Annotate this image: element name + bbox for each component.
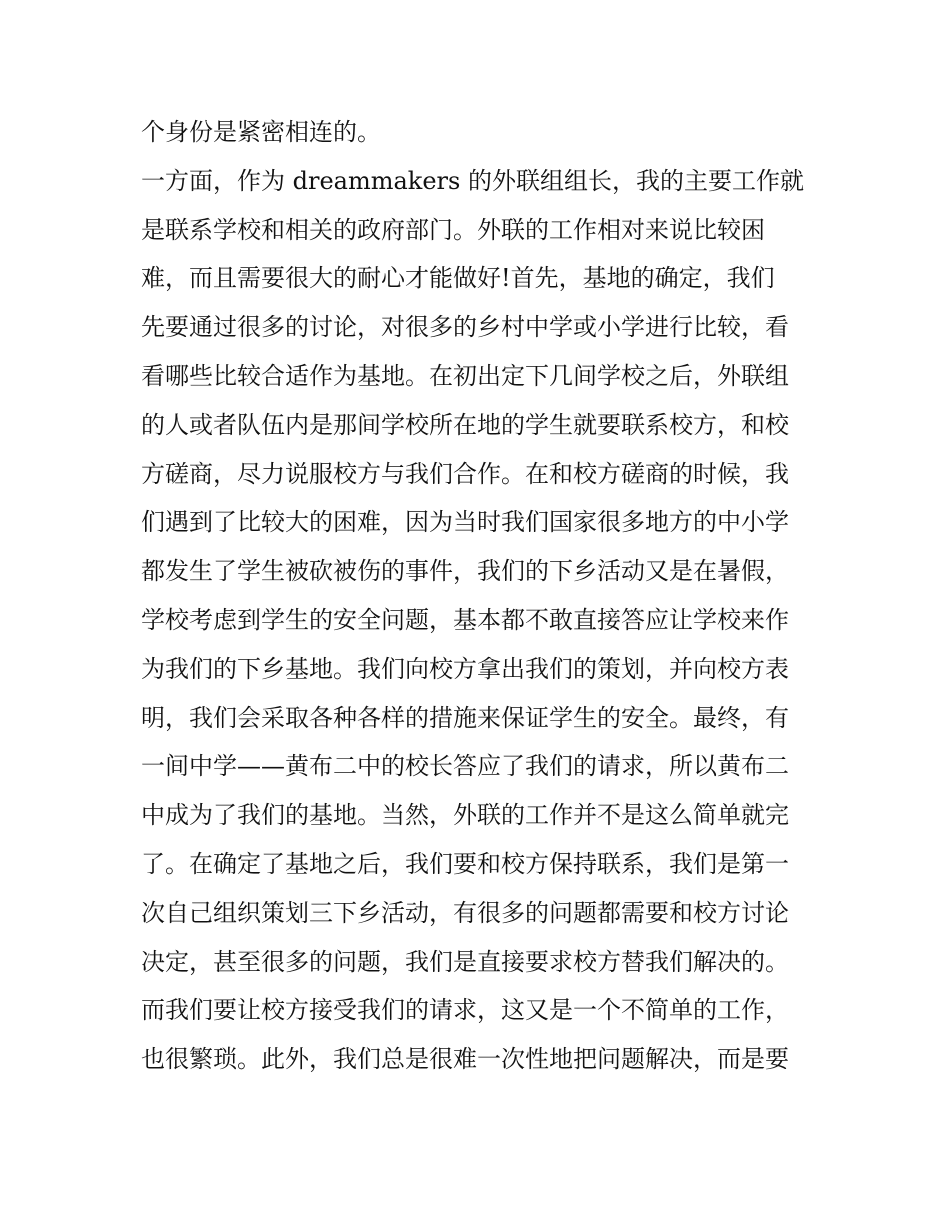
text-line: 是联系学校和相关的政府部门。外联的工作相对来说比较困	[141, 215, 765, 244]
text-line: 看哪些比较合适作为基地。在初出定下几间学校之后，外联组	[141, 361, 789, 390]
text-line: 方磋商，尽力说服校方与我们合作。在和校方磋商的时候，我	[141, 459, 789, 488]
text-line: 中成为了我们的基地。当然，外联的工作并不是这么简单就完	[141, 801, 789, 830]
text-line: 而我们要让校方接受我们的请求，这又是一个不简单的工作，	[141, 996, 789, 1025]
text-line: 先要通过很多的讨论，对很多的乡村中学或小学进行比较，看	[141, 313, 789, 342]
text-line: 的人或者队伍内是那间学校所在地的学生就要联系校方，和校	[141, 410, 789, 439]
text-line: 了。在确定了基地之后，我们要和校方保持联系，我们是第一	[141, 849, 789, 878]
text-line: 决定，甚至很多的问题，我们是直接要求校方替我们解决的。	[141, 947, 789, 976]
text-line: 一方面，作为 dreammakers 的外联组组长，我的主要工作就	[141, 166, 804, 195]
text-line: 个身份是紧密相连的。	[141, 118, 381, 146]
text-line: 难，而且需要很大的耐心才能做好!首先，基地的确定，我们	[141, 264, 775, 293]
text-line: 都发生了学生被砍被伤的事件，我们的下乡活动又是在暑假，	[141, 557, 789, 586]
text-line: 明，我们会采取各种各样的措施来保证学生的安全。最终，有	[141, 703, 789, 732]
text-line: 一间中学——黄布二中的校长答应了我们的请求，所以黄布二	[141, 752, 789, 781]
body-text	[141, 108, 821, 1084]
text-line: 为我们的下乡基地。我们向校方拿出我们的策划，并向校方表	[141, 654, 789, 683]
text-line: 次自己组织策划三下乡活动，有很多的问题都需要和校方讨论	[141, 898, 789, 927]
text-line: 学校考虑到学生的安全问题，基本都不敢直接答应让学校来作	[141, 605, 789, 634]
text-line: 也很繁琐。此外，我们总是很难一次性地把问题解决，而是要	[141, 1045, 789, 1074]
text-line: 们遇到了比较大的困难，因为当时我们国家很多地方的中小学	[141, 508, 789, 537]
